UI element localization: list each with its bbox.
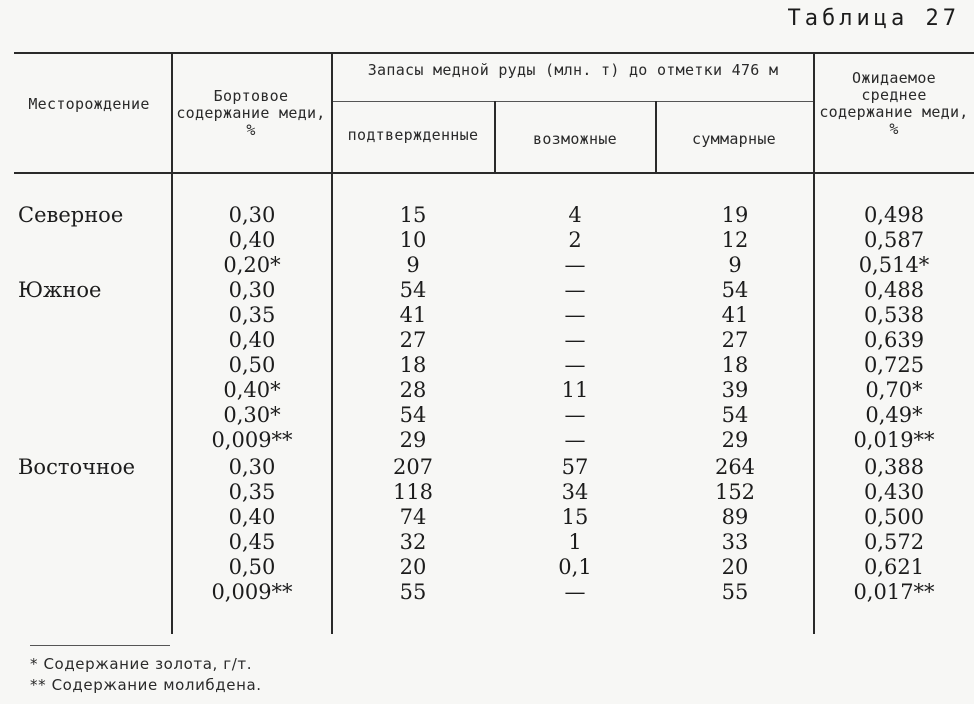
reserves-group-rule xyxy=(332,101,814,102)
table-row xyxy=(0,253,974,278)
total-cell: 54 xyxy=(721,278,749,302)
confirmed-cell: 27 xyxy=(399,328,427,352)
possible-cell: 1 xyxy=(568,530,582,554)
possible-cell: 4 xyxy=(568,203,582,227)
expected-cell: 0,538 xyxy=(863,303,925,327)
table-row xyxy=(0,455,974,480)
footnote-molybdenum: ** Содержание молибдена. xyxy=(30,676,262,694)
expected-cell: 0,725 xyxy=(863,353,925,377)
total-cell: 18 xyxy=(721,353,749,377)
possible-cell: 0,1 xyxy=(558,555,592,579)
deposit-cell: Северное xyxy=(18,203,124,227)
cutoff-cell: 0,30 xyxy=(228,278,276,302)
header-bottom-rule xyxy=(14,172,974,174)
cutoff-cell: 0,40 xyxy=(228,228,276,252)
deposit-cell: Восточное xyxy=(18,455,136,479)
header-expected: Ожидаемое среднее содержание меди, % xyxy=(819,69,969,138)
possible-cell: 15 xyxy=(561,505,589,529)
expected-cell: 0,498 xyxy=(863,203,925,227)
confirmed-cell: 29 xyxy=(399,428,427,452)
confirmed-cell: 41 xyxy=(399,303,427,327)
expected-cell: 0,572 xyxy=(863,530,925,554)
confirmed-cell: 28 xyxy=(399,378,427,402)
possible-cell: 2 xyxy=(568,228,582,252)
total-cell: 89 xyxy=(721,505,749,529)
table-row xyxy=(0,530,974,555)
cutoff-cell: 0,20* xyxy=(223,253,281,277)
column-divider xyxy=(655,101,657,172)
total-cell: 39 xyxy=(721,378,749,402)
cutoff-cell: 0,30 xyxy=(228,203,276,227)
cutoff-cell: 0,30 xyxy=(228,455,276,479)
header-cutoff: Бортовое содержание меди, % xyxy=(176,87,326,139)
table-row xyxy=(0,403,974,428)
table-row xyxy=(0,428,974,453)
expected-cell: 0,500 xyxy=(863,505,925,529)
expected-cell: 0,70* xyxy=(865,378,923,402)
cutoff-cell: 0,35 xyxy=(228,480,276,504)
deposit-cell: Южное xyxy=(18,278,102,302)
total-cell: 20 xyxy=(721,555,749,579)
expected-cell: 0,388 xyxy=(863,455,925,479)
confirmed-cell: 32 xyxy=(399,530,427,554)
header-reserves-group: Запасы медной руды (млн. т) до отметки 476 м xyxy=(367,61,779,79)
table-row xyxy=(0,278,974,303)
cutoff-cell: 0,50 xyxy=(228,353,276,377)
confirmed-cell: 15 xyxy=(399,203,427,227)
table-row xyxy=(0,353,974,378)
expected-cell: 0,639 xyxy=(863,328,925,352)
cutoff-cell: 0,009** xyxy=(211,580,293,604)
confirmed-cell: 10 xyxy=(399,228,427,252)
cutoff-cell: 0,45 xyxy=(228,530,276,554)
total-cell: 55 xyxy=(721,580,749,604)
cutoff-cell: 0,40 xyxy=(228,328,276,352)
cutoff-cell: 0,30* xyxy=(223,403,281,427)
cutoff-cell: 0,40* xyxy=(223,378,281,402)
header-total: суммарные xyxy=(692,130,776,148)
expected-cell: 0,488 xyxy=(863,278,925,302)
confirmed-cell: 9 xyxy=(406,253,420,277)
confirmed-cell: 118 xyxy=(392,480,434,504)
table-row xyxy=(0,505,974,530)
expected-cell: 0,49* xyxy=(865,403,923,427)
total-cell: 9 xyxy=(728,253,742,277)
table-row xyxy=(0,303,974,328)
expected-cell: 0,017** xyxy=(853,580,935,604)
confirmed-cell: 207 xyxy=(392,455,434,479)
possible-cell: — xyxy=(564,428,586,452)
header-possible: возможные xyxy=(533,130,617,148)
cutoff-cell: 0,35 xyxy=(228,303,276,327)
table-label: Таблица 27 xyxy=(787,6,960,31)
table-row xyxy=(0,580,974,605)
confirmed-cell: 18 xyxy=(399,353,427,377)
total-cell: 41 xyxy=(721,303,749,327)
top-rule xyxy=(14,52,974,54)
total-cell: 12 xyxy=(721,228,749,252)
footnote-rule xyxy=(30,645,170,646)
total-cell: 27 xyxy=(721,328,749,352)
cutoff-cell: 0,009** xyxy=(211,428,293,452)
possible-cell: 34 xyxy=(561,480,589,504)
possible-cell: — xyxy=(564,328,586,352)
possible-cell: — xyxy=(564,580,586,604)
header-confirmed: подтвержденные xyxy=(347,126,479,144)
column-divider xyxy=(494,101,496,172)
possible-cell: — xyxy=(564,353,586,377)
expected-cell: 0,587 xyxy=(863,228,925,252)
table-row xyxy=(0,378,974,403)
possible-cell: — xyxy=(564,403,586,427)
confirmed-cell: 20 xyxy=(399,555,427,579)
footnote-gold: * Содержание золота, г/т. xyxy=(30,655,253,673)
possible-cell: 11 xyxy=(561,378,589,402)
table-row xyxy=(0,203,974,228)
total-cell: 54 xyxy=(721,403,749,427)
confirmed-cell: 54 xyxy=(399,403,427,427)
confirmed-cell: 55 xyxy=(399,580,427,604)
cutoff-cell: 0,40 xyxy=(228,505,276,529)
confirmed-cell: 54 xyxy=(399,278,427,302)
cutoff-cell: 0,50 xyxy=(228,555,276,579)
confirmed-cell: 74 xyxy=(399,505,427,529)
header-deposit: Месторождение xyxy=(28,95,150,113)
total-cell: 264 xyxy=(714,455,756,479)
total-cell: 33 xyxy=(721,530,749,554)
possible-cell: — xyxy=(564,253,586,277)
table-row xyxy=(0,328,974,353)
table-row xyxy=(0,228,974,253)
table-row xyxy=(0,555,974,580)
expected-cell: 0,514* xyxy=(858,253,930,277)
total-cell: 19 xyxy=(721,203,749,227)
possible-cell: — xyxy=(564,303,586,327)
expected-cell: 0,019** xyxy=(853,428,935,452)
table-row xyxy=(0,480,974,505)
expected-cell: 0,621 xyxy=(863,555,925,579)
footnotes xyxy=(30,654,262,696)
expected-cell: 0,430 xyxy=(863,480,925,504)
total-cell: 152 xyxy=(714,480,756,504)
possible-cell: 57 xyxy=(561,455,589,479)
possible-cell: — xyxy=(564,278,586,302)
total-cell: 29 xyxy=(721,428,749,452)
